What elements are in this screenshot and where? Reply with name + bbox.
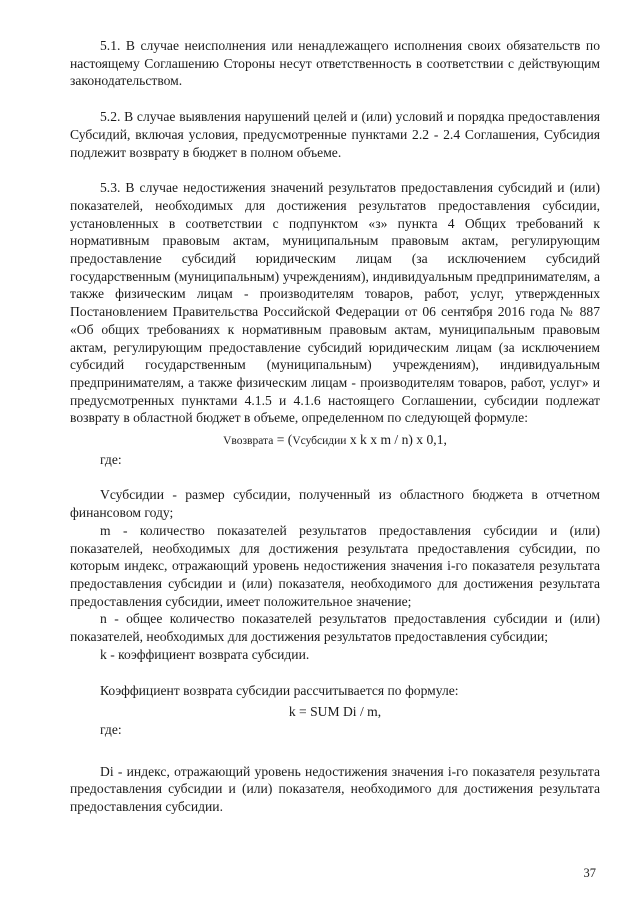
paragraph-5-1: 5.1. В случае неисполнения или ненадлежащего исполнения своих обязательств по настоящему Соглашению Стороны несут ответственность в соответствии с действующим законодательством. [70, 38, 600, 89]
definition-m: m - количество показателей результатов предоставления субсидии и (или) показателей, необходимых для достижения результата предоставления субсидии, по которым индекс, отражающий уровень недостижения значения i-го показателя результата предоставления субсидии и (или) показателя, необходимого для достижения результата предоставления субсидии, имеет положительное значение; [70, 522, 600, 609]
paragraph-5-2: 5.2. В случае выявления нарушений целей и (или) условий и порядка предоставления Субсидий, включая условия, предусмотренные пунктами 2.2 - 2.4 Соглашения, Субсидия подлежит возврату в бюджет в полном объеме. [70, 109, 600, 160]
page-number: 37 [583, 866, 596, 880]
paragraph-5-3: 5.3. В случае недостижения значений результатов предоставления субсидий и (или) показателей, необходимых для достижения результатов предоставления субсидии, установленных в соответствии с подпунктом «з» пункта 4 Общих требований к нормативным правовым актам, муниципальным правовым актам, регулирующим предоставление субсидий юридическим лицам (за исключением субсидий государственным (муниципальным) учреждениям), индивидуальным предпринимателям, а также физическим лицам - производителям товаров, работ, услуг, утвержденных Постановлением Правительства Российской Федерации от 06 сентября 2016 года № 887 «Об общих требованиях к нормативным правовым актам, муниципальным правовым актам, регулирующим предоставление субсидий юридическим лицам (за исключением субсидий государственным (муниципальным) учреждениям), индивидуальным предпринимателям, а также физическим лицам - производителям товаров, работ, услуг» и предусмотренных пунктами 4.1.5 и 4.1.6 настоящего Соглашении, субсидии подлежат возврату в областной бюджет в объеме, определенном по следующей формуле: [70, 180, 600, 426]
where-label-1: где: [100, 451, 122, 467]
k-formula: k = SUM Di / m, [288, 704, 382, 720]
k-formula-intro: Коэффициент возврата субсидии рассчитывается по формуле: [100, 682, 459, 698]
formula-subsidy-var: Vсубсидии [292, 435, 347, 448]
where-label-2: где: [100, 721, 122, 737]
definition-vsubsidy: Vсубсидии - размер субсидии, полученный из областного бюджета в отчетном финансовом году; [70, 487, 600, 521]
definition-di: Di - индекс, отражающий уровень недостижения значения i-го показателя результата предоставления субсидии и (или) показателя, необходимого для достижения результата предоставления субсидии. [70, 763, 600, 815]
formula-rest: x k x m / n) x 0,1, [346, 432, 447, 448]
formula-eq: = ( [273, 432, 293, 448]
return-volume-formula [70, 431, 600, 451]
formula-lhs: Vвозврата [223, 435, 274, 448]
definition-n: n - общее количество показателей результатов предоставления субсидии и (или) показателей, необходимых для достижения результатов предоставления субсидии; [70, 611, 600, 645]
definition-k: k - коэффициент возврата субсидии. [100, 646, 310, 662]
